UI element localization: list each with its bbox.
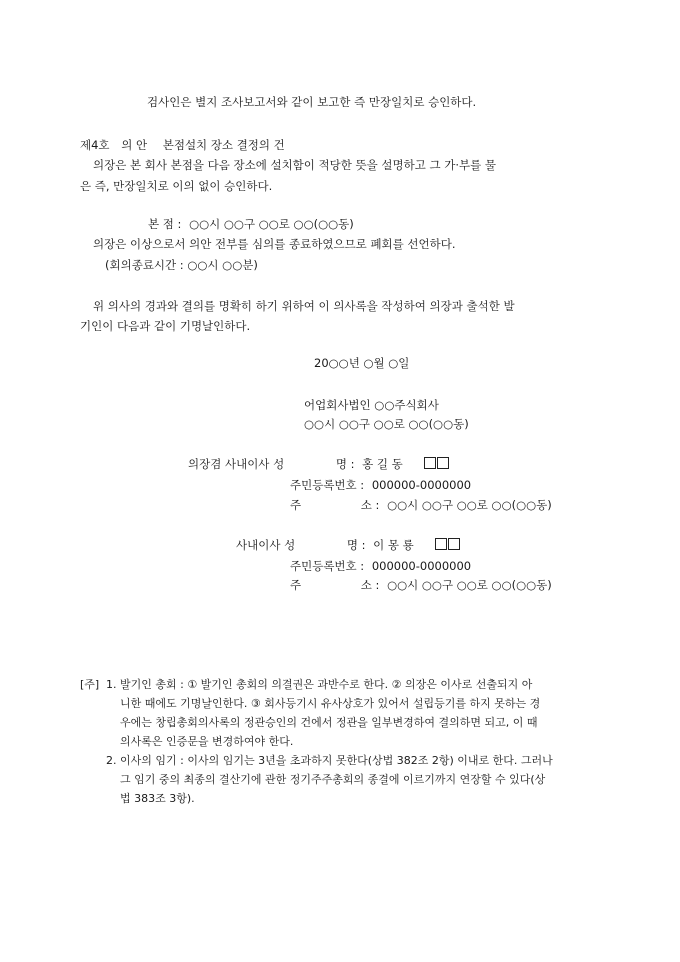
seal-box-icon bbox=[424, 457, 450, 471]
signer-2-addr-label-2: 소 : bbox=[360, 578, 380, 592]
signer-1-id-label: 주민등록번호 : bbox=[290, 478, 365, 492]
notes-marker: [주] bbox=[80, 678, 100, 691]
signer-2-addr-label-1: 주 bbox=[290, 578, 302, 592]
signer-2-role: 사내이사 성 bbox=[236, 538, 296, 552]
note-2-line: 그 임기 중의 최종의 결산기에 관한 정기주주총회의 종결에 이르기까지 연장할 수 있다(상 bbox=[120, 773, 546, 786]
statement-line2: 기인이 다음과 같이 기명날인하다. bbox=[80, 319, 251, 333]
signer-1-id-row bbox=[290, 477, 471, 493]
company-name: 어업회사법인 ○○주식회사 bbox=[304, 398, 439, 412]
hq-location bbox=[148, 216, 354, 232]
note-2-line: 법 383조 3항). bbox=[120, 792, 195, 805]
signer-1-role: 의장겸 사내이사 성 bbox=[188, 457, 285, 471]
agenda4-body-line2: 은 즉, 만장일치로 이의 없이 승인하다. bbox=[80, 179, 273, 193]
hq-label: 본 점 : bbox=[148, 217, 182, 231]
seal-box-icon bbox=[435, 538, 461, 552]
note-1-line: 우에는 창립총회의사록의 정관승인의 건에서 정관을 일부변경하여 결의하면 되고, 이 때 bbox=[120, 716, 538, 729]
note-1-line: 의사록은 인증문을 변경하여야 한다. bbox=[120, 735, 294, 748]
note-2-line: 이사의 임기 : 이사의 임기는 3년을 초과하지 못한다(상법 382조 2항) 이내로 한다. 그러나 bbox=[120, 754, 553, 767]
minutes-date: 20○○년 ○월 ○일 bbox=[314, 356, 410, 370]
meeting-end-time: (회의종료시간 : ○○시 ○○분) bbox=[105, 258, 258, 272]
agenda4-title: 본점설치 장소 결정의 건 bbox=[162, 138, 285, 152]
note-1-number: 1. bbox=[106, 678, 117, 691]
signer-2-id-label: 주민등록번호 : bbox=[290, 559, 365, 573]
note-1-line: 니한 때에도 기명날인한다. ③ 회사등기시 유사상호가 있어서 설립등기를 하지 못하는 경 bbox=[120, 697, 541, 710]
signer-2-id: 000000-0000000 bbox=[371, 559, 472, 573]
signer-1-addr-label-1: 주 bbox=[290, 498, 302, 512]
signer-1-name-row bbox=[188, 456, 450, 472]
company-address: ○○시 ○○구 ○○로 ○○(○○동) bbox=[304, 417, 469, 431]
note-1-line: 발기인 총회 : ① 발기인 총회의 의결권은 과반수로 한다. ② 의장은 이사로 선출되지 아 bbox=[120, 678, 533, 691]
approval-line: 검사인은 별지 조사보고서와 같이 보고한 즉 만장일치로 승인하다. bbox=[147, 95, 477, 109]
meeting-closing: 의장은 이상으로서 의안 전부를 심의를 종료하였으므로 폐회를 선언하다. bbox=[93, 237, 456, 251]
signer-1-id: 000000-0000000 bbox=[371, 478, 472, 492]
signer-1-addr-label-2: 소 : bbox=[360, 498, 380, 512]
signer-2-addr-row bbox=[290, 577, 552, 593]
signer-2-id-row bbox=[290, 558, 471, 574]
agenda4-heading bbox=[80, 137, 285, 153]
signer-2-name: 이 몽 룡 bbox=[373, 538, 414, 552]
hq-address: ○○시 ○○구 ○○로 ○○(○○동) bbox=[189, 217, 354, 231]
agenda4-number: 제4호 bbox=[80, 138, 110, 152]
signer-2-name-label: 명 : bbox=[346, 538, 366, 552]
signer-1-addr-row bbox=[290, 497, 552, 513]
note-2-number: 2. bbox=[106, 754, 117, 767]
agenda4-body-line1: 의장은 본 회사 본점을 다음 장소에 설치함이 적당한 뜻을 설명하고 그 가·부를 물 bbox=[93, 158, 497, 172]
statement-line1: 위 의사의 경과와 결의를 명확히 하기 위하여 이 의사록을 작성하여 의장과 출석한 발 bbox=[93, 299, 515, 313]
note-1-text bbox=[120, 675, 600, 751]
signer-1-name-label: 명 : bbox=[335, 457, 355, 471]
signer-1-name: 홍 길 동 bbox=[362, 457, 403, 471]
signer-2-addr: ○○시 ○○구 ○○로 ○○(○○동) bbox=[387, 578, 552, 592]
signer-2-name-row bbox=[236, 537, 461, 553]
signer-1-addr: ○○시 ○○구 ○○로 ○○(○○동) bbox=[387, 498, 552, 512]
agenda4-label: 의 안 bbox=[121, 138, 148, 152]
note-2-text bbox=[120, 751, 600, 808]
